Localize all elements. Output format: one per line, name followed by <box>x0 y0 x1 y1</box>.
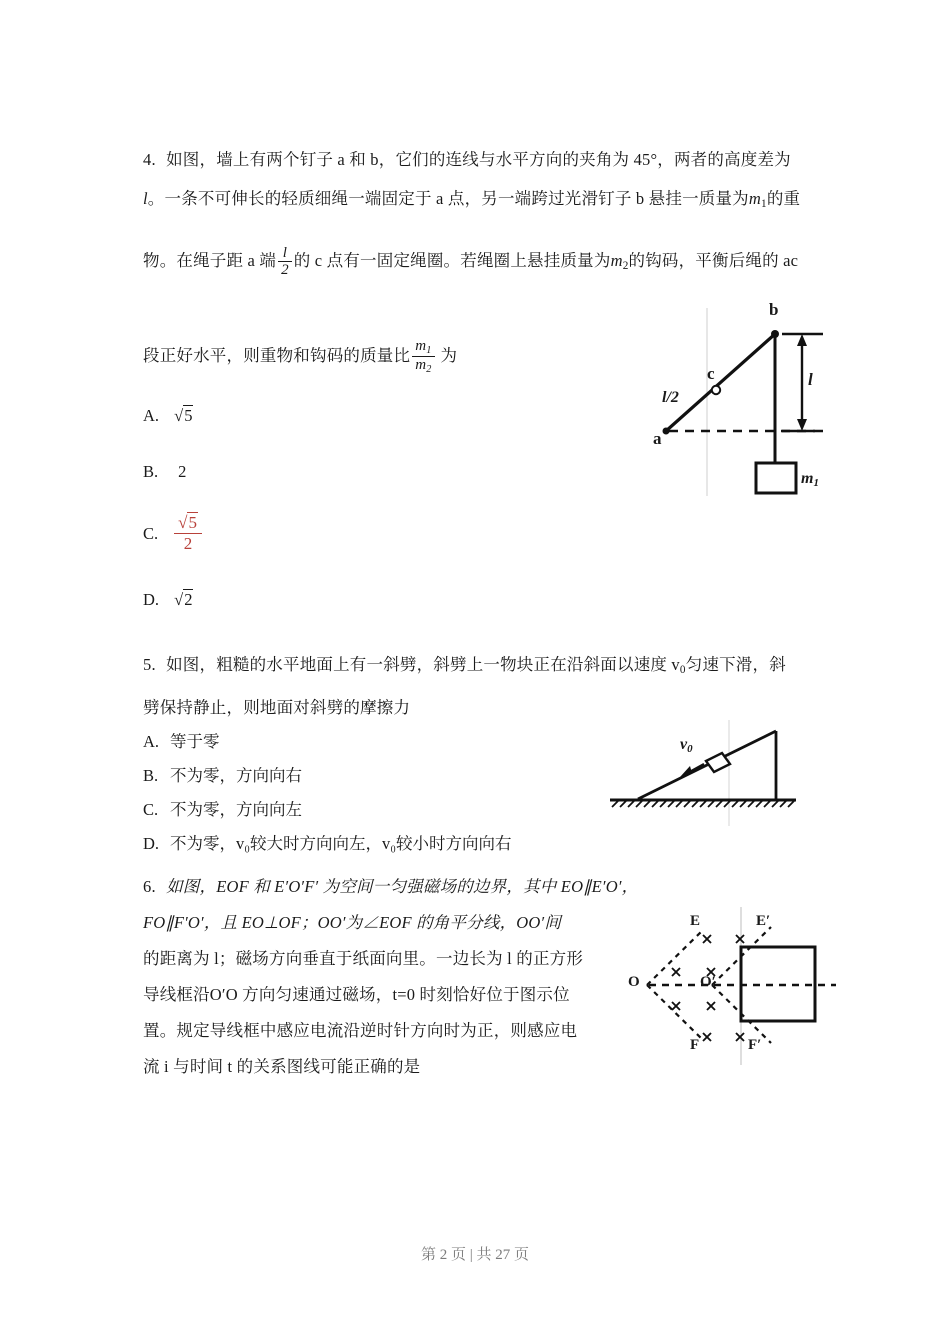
label-mass-m1: $m_1$ <box>801 470 819 490</box>
q5-option-c-label: C. <box>143 799 159 819</box>
question-6 <box>143 869 639 1085</box>
q4-option-d-label: D. <box>143 590 160 610</box>
q4-stem-text-7: 段正好水平，则重物和钩码的质量比 <box>143 346 411 366</box>
cross-8 <box>736 1033 744 1041</box>
q4-option-c-numerator: √5 <box>178 513 197 533</box>
q6-stem-text-6: 流 i 与时间 t 的关系图线可能正确的是 <box>143 1056 421 1076</box>
q4-option-b-label: B. <box>143 462 159 482</box>
label-point-b: b <box>769 300 779 319</box>
q4-stem-text-6: 的钩码，平衡后绳的 ac <box>628 251 799 271</box>
fraction-numerator-m1: $m_1$ <box>415 338 432 357</box>
cross-4 <box>703 1033 711 1041</box>
q4-option-d-value: √2 <box>174 590 193 610</box>
q4-stem-line-1 <box>143 140 833 179</box>
symbol-m2-inline: m <box>610 251 623 271</box>
q4-stem-text-5: 的 c 点有一固定绳圈。若绳圈上悬挂质量为 <box>293 251 611 271</box>
label-O: O <box>628 974 640 990</box>
q5-option-d-text: 不为零，v₀较大时方向向左，v₀较小时方向向右 <box>170 833 512 853</box>
label-F-prime: F′ <box>748 1037 762 1053</box>
q6-stem-line-5 <box>143 1013 613 1049</box>
q5-option-a-label: A. <box>143 731 160 751</box>
label-E: E <box>690 913 701 929</box>
magnetic-field-svg <box>608 885 850 1075</box>
q5-option-d[interactable] <box>143 827 833 861</box>
q5-stem-line-1 <box>143 645 833 690</box>
rope-ab <box>666 334 775 431</box>
q5-stem-text-2: 匀速下滑，斜 <box>685 655 786 675</box>
q4-stem-text-3: 的重 <box>766 189 801 208</box>
q6-stem-text-4: 导线框沿O′O 方向匀速通过磁场，t=0 时刻恰好位于图示位 <box>143 984 570 1004</box>
q6-stem-text-3: 的距离为 l；磁场方向垂直于纸面向里。一边长为 l 的正方形 <box>143 948 584 968</box>
q4-option-a-label: A. <box>143 406 160 426</box>
q5-option-a-text: 等于零 <box>170 731 220 751</box>
nail-a-dot <box>663 428 670 435</box>
q4-option-c-denominator: 2 <box>174 533 202 554</box>
square-wire-loop <box>741 947 815 1021</box>
q4-option-d[interactable] <box>143 583 833 617</box>
symbol-m1-inline: m <box>748 189 761 208</box>
label-O-prime: O′ <box>700 974 716 990</box>
cross-5 <box>736 935 744 943</box>
q6-stem-text-5: 置。规定导线框中感应电流沿逆时针方向时为正，则感应电 <box>143 1020 578 1040</box>
cross-2 <box>672 968 680 976</box>
label-height-l: l <box>808 370 813 389</box>
cross-7 <box>707 1002 715 1010</box>
q5-v0-sub: 0 <box>679 664 686 677</box>
q4-punct-1: 。 <box>147 189 165 208</box>
wedge-incline-surface <box>638 731 776 799</box>
label-point-c: c <box>707 364 715 383</box>
label-F: F <box>690 1037 700 1053</box>
symbol-l-1: l <box>143 189 148 208</box>
q4-option-c-value <box>174 513 202 553</box>
q4-stem-text-1: 如图，墙上有两个钉子 a 和 b，它们的连线与水平方向的夹角为 45°，两者的高度差为 <box>166 150 791 169</box>
boundary-FO <box>647 985 704 1041</box>
q6-stem-line-4 <box>143 977 613 1013</box>
q5-option-c-text: 不为零，方向向左 <box>170 799 302 819</box>
figure-q5-wedge <box>600 718 850 828</box>
fraction-m1-over-m2 <box>412 338 434 375</box>
q6-stem-line-6 <box>143 1049 613 1085</box>
q4-number: 4. <box>143 150 156 169</box>
fraction-l-over-2 <box>278 245 292 278</box>
boundary-EO <box>647 929 704 985</box>
wedge-svg <box>600 718 850 828</box>
q6-stem-text-1: 如图，EOF 和 E′O′F′ 为空间一匀强磁场的边界，其中 EO∥E′O′， <box>166 876 639 896</box>
q5-option-d-label: D. <box>143 833 160 853</box>
q4-option-a-value: √5 <box>174 406 193 426</box>
fraction-numerator: l <box>282 244 288 261</box>
q4-stem-text-8: 为 <box>440 346 458 366</box>
fraction-denominator: 2 <box>278 261 292 278</box>
q4-option-c[interactable] <box>143 513 833 553</box>
cross-3 <box>672 1002 680 1010</box>
symbol-m1-sub-inline: 1 <box>761 198 767 211</box>
symbol-m2-sub-inline: 2 <box>622 260 629 273</box>
q6-stem-line-1 <box>143 869 639 905</box>
q6-stem-line-3 <box>143 941 613 977</box>
q6-number: 6. <box>143 876 156 896</box>
fraction-denominator-m2: $m_2$ <box>412 356 434 375</box>
q4-stem-line-2 <box>143 179 833 224</box>
q6-stem-line-2 <box>143 905 613 941</box>
label-velocity-v0: $v_0$ <box>680 736 693 756</box>
q4-stem-text-2: 一条不可伸长的轻质细绳一端固定于 a 点，另一端跨过光滑钉子 b 悬挂一质量为 <box>164 189 749 208</box>
hanging-weight-block <box>756 463 796 493</box>
label-point-a: a <box>653 429 662 448</box>
q4-option-b-value: 2 <box>178 462 187 482</box>
height-arrow-head-up <box>797 334 807 346</box>
label-segment-ac: l/2 <box>662 389 679 406</box>
label-E-prime: E′ <box>756 913 771 929</box>
page-footer: 第 2 页 | 共 27 页 <box>420 1247 529 1263</box>
q5-stem-text-3: 劈保持静止，则地面对斜劈的摩擦力 <box>143 697 411 717</box>
q4-stem-line-3 <box>143 238 833 289</box>
q5-option-b-text: 不为零，方向向右 <box>170 765 302 785</box>
q6-stem-text-2: FO∥F′O′，且 EO⊥OF；OO′为∠EOF 的角平分线，OO′间 <box>143 912 562 932</box>
q5-option-b-label: B. <box>143 765 159 785</box>
q4-option-c-label: C. <box>143 524 159 544</box>
cross-1 <box>703 935 711 943</box>
figure-q6-magnetic-field <box>608 885 850 1075</box>
figure-q4-nails-rope <box>645 298 860 503</box>
q5-number: 5. <box>143 655 156 675</box>
rope-ring-c <box>712 386 720 394</box>
q5-stem-text-1: 如图，粗糙的水平地面上有一斜劈，斜劈上一物块正在沿斜面以速度 v <box>166 655 680 675</box>
nail-b-dot <box>771 330 779 338</box>
q4-stem-text-4: 物。在绳子距 a 端 <box>143 251 277 271</box>
height-arrow-head-down <box>797 419 807 431</box>
